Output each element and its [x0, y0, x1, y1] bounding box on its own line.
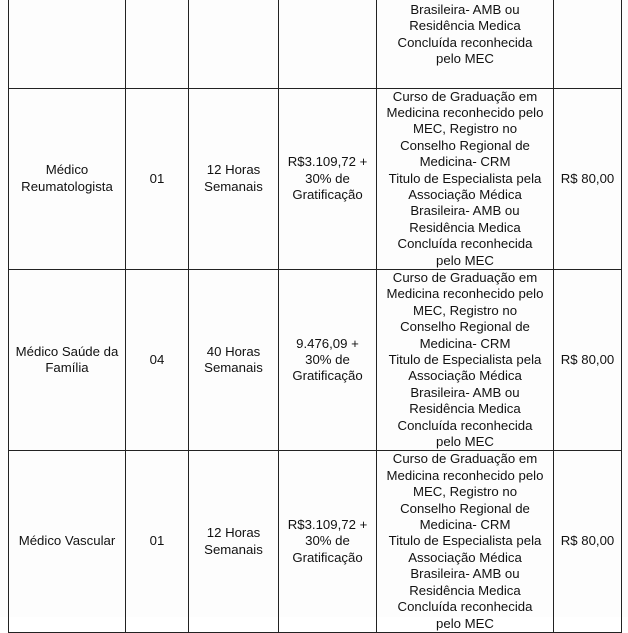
table-row [9, 269, 622, 450]
cell-requisitos: Curso de Graduação em Medicina reconhecido pelo MEC, Registro no Conselho Regional de Medicina- CRM Titulo de Especialista pela Associação Médica Brasileira- AMB ou Residência Medica Concluída reconhecida pelo MEC [377, 269, 554, 450]
cell-cargo: Médico Vascular [9, 451, 126, 632]
cell-vagas [126, 0, 189, 88]
cell-cargo: Médico Saúde da Família [9, 269, 126, 450]
cell-vagas: 01 [126, 88, 189, 269]
table-row [9, 88, 622, 269]
cell-vencimento: R$3.109,72 + 30% de Gratificação [279, 88, 377, 269]
cell-vencimento: R$3.109,72 + 30% de Gratificação [279, 451, 377, 632]
cell-vagas: 04 [126, 269, 189, 450]
cell-taxa: R$ 80,00 [554, 269, 622, 450]
cell-carga-horaria: 40 Horas Semanais [189, 269, 279, 450]
cell-requisitos: Brasileira- AMB ou Residência Medica Concluída reconhecida pelo MEC [377, 0, 554, 88]
cell-requisitos: Curso de Graduação em Medicina reconhecido pelo MEC, Registro no Conselho Regional de Medicina- CRM Titulo de Especialista pela Associação Médica Brasileira- AMB ou Residência Medica Concluída reconhecida pelo MEC [377, 88, 554, 269]
cell-taxa: R$ 80,00 [554, 88, 622, 269]
cell-taxa [554, 0, 622, 88]
table-row [9, 0, 622, 88]
cell-requisitos: Curso de Graduação em Medicina reconhecido pelo MEC, Registro no Conselho Regional de Medicina- CRM Titulo de Especialista pela Associação Médica Brasileira- AMB ou Residência Medica Concluída reconhecida pelo MEC [377, 451, 554, 632]
cell-carga-horaria: 12 Horas Semanais [189, 451, 279, 632]
cell-cargo: Médico Reumatologista [9, 88, 126, 269]
cell-cargo [9, 0, 126, 88]
positions-table [8, 0, 622, 633]
cell-taxa: R$ 80,00 [554, 451, 622, 632]
cell-vagas: 01 [126, 451, 189, 632]
cell-vencimento: 9.476,09 + 30% de Gratificação [279, 269, 377, 450]
cell-vencimento [279, 0, 377, 88]
cell-carga-horaria [189, 0, 279, 88]
table-row [9, 451, 622, 632]
cell-carga-horaria: 12 Horas Semanais [189, 88, 279, 269]
